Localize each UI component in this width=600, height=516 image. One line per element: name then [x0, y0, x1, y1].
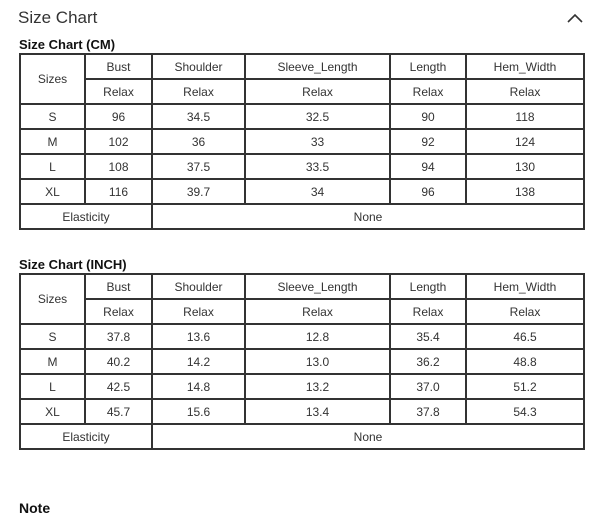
note-heading: Note — [19, 500, 51, 516]
value-cell: 90 — [390, 104, 466, 129]
size-cell: M — [20, 349, 85, 374]
value-cell: 130 — [466, 154, 584, 179]
column-subheader: Relax — [390, 299, 466, 324]
value-cell: 96 — [390, 179, 466, 204]
elasticity-value: None — [152, 204, 584, 229]
table-title-cm: Size Chart (CM) — [19, 37, 116, 52]
chevron-up-icon[interactable] — [566, 12, 584, 24]
table-header-row — [20, 54, 584, 79]
value-cell: 13.0 — [245, 349, 390, 374]
value-cell: 13.6 — [152, 324, 245, 349]
table-title-inch: Size Chart (INCH) — [19, 257, 127, 272]
column-header: Hem_Width — [466, 54, 584, 79]
value-cell: 40.2 — [85, 349, 152, 374]
table-row — [20, 324, 584, 349]
value-cell: 36.2 — [390, 349, 466, 374]
column-header: Length — [390, 54, 466, 79]
table-row — [20, 104, 584, 129]
value-cell: 48.8 — [466, 349, 584, 374]
table-header-row — [20, 274, 584, 299]
column-header: Bust — [85, 54, 152, 79]
value-cell: 39.7 — [152, 179, 245, 204]
value-cell: 33.5 — [245, 154, 390, 179]
value-cell: 37.8 — [85, 324, 152, 349]
column-header: Length — [390, 274, 466, 299]
column-subheader: Relax — [152, 79, 245, 104]
value-cell: 13.4 — [245, 399, 390, 424]
value-cell: 116 — [85, 179, 152, 204]
size-cell: L — [20, 374, 85, 399]
size-cell: S — [20, 324, 85, 349]
value-cell: 102 — [85, 129, 152, 154]
value-cell: 118 — [466, 104, 584, 129]
value-cell: 15.6 — [152, 399, 245, 424]
column-subheader: Relax — [466, 79, 584, 104]
column-subheader: Relax — [466, 299, 584, 324]
sizes-header: Sizes — [20, 274, 85, 324]
elasticity-label: Elasticity — [20, 424, 152, 449]
elasticity-row — [20, 424, 584, 449]
value-cell: 96 — [85, 104, 152, 129]
table-row — [20, 374, 584, 399]
size-cell: L — [20, 154, 85, 179]
table-row — [20, 179, 584, 204]
value-cell: 35.4 — [390, 324, 466, 349]
column-header: Sleeve_Length — [245, 274, 390, 299]
value-cell: 13.2 — [245, 374, 390, 399]
size-cell: S — [20, 104, 85, 129]
column-header: Shoulder — [152, 274, 245, 299]
value-cell: 37.8 — [390, 399, 466, 424]
value-cell: 51.2 — [466, 374, 584, 399]
size-cell: XL — [20, 179, 85, 204]
elasticity-value: None — [152, 424, 584, 449]
elasticity-label: Elasticity — [20, 204, 152, 229]
value-cell: 36 — [152, 129, 245, 154]
column-header: Bust — [85, 274, 152, 299]
value-cell: 33 — [245, 129, 390, 154]
column-subheader: Relax — [85, 299, 152, 324]
table-row — [20, 154, 584, 179]
column-header: Shoulder — [152, 54, 245, 79]
column-subheader: Relax — [85, 79, 152, 104]
elasticity-row — [20, 204, 584, 229]
size-cell: XL — [20, 399, 85, 424]
value-cell: 37.5 — [152, 154, 245, 179]
value-cell: 124 — [466, 129, 584, 154]
value-cell: 45.7 — [85, 399, 152, 424]
column-subheader: Relax — [245, 299, 390, 324]
value-cell: 42.5 — [85, 374, 152, 399]
value-cell: 108 — [85, 154, 152, 179]
value-cell: 14.2 — [152, 349, 245, 374]
value-cell: 14.8 — [152, 374, 245, 399]
table-subheader-row — [20, 299, 584, 324]
table-row — [20, 399, 584, 424]
value-cell: 46.5 — [466, 324, 584, 349]
value-cell: 34 — [245, 179, 390, 204]
value-cell: 34.5 — [152, 104, 245, 129]
value-cell: 32.5 — [245, 104, 390, 129]
value-cell: 37.0 — [390, 374, 466, 399]
column-subheader: Relax — [152, 299, 245, 324]
column-subheader: Relax — [245, 79, 390, 104]
size-table-inch — [19, 273, 585, 450]
value-cell: 94 — [390, 154, 466, 179]
sizes-header: Sizes — [20, 54, 85, 104]
size-chart-header[interactable] — [0, 0, 600, 36]
column-header: Sleeve_Length — [245, 54, 390, 79]
value-cell: 138 — [466, 179, 584, 204]
table-row — [20, 129, 584, 154]
value-cell: 92 — [390, 129, 466, 154]
section-title: Size Chart — [18, 8, 98, 27]
value-cell: 12.8 — [245, 324, 390, 349]
table-row — [20, 349, 584, 374]
value-cell: 54.3 — [466, 399, 584, 424]
size-table-cm — [19, 53, 585, 230]
size-cell: M — [20, 129, 85, 154]
table-subheader-row — [20, 79, 584, 104]
column-header: Hem_Width — [466, 274, 584, 299]
column-subheader: Relax — [390, 79, 466, 104]
